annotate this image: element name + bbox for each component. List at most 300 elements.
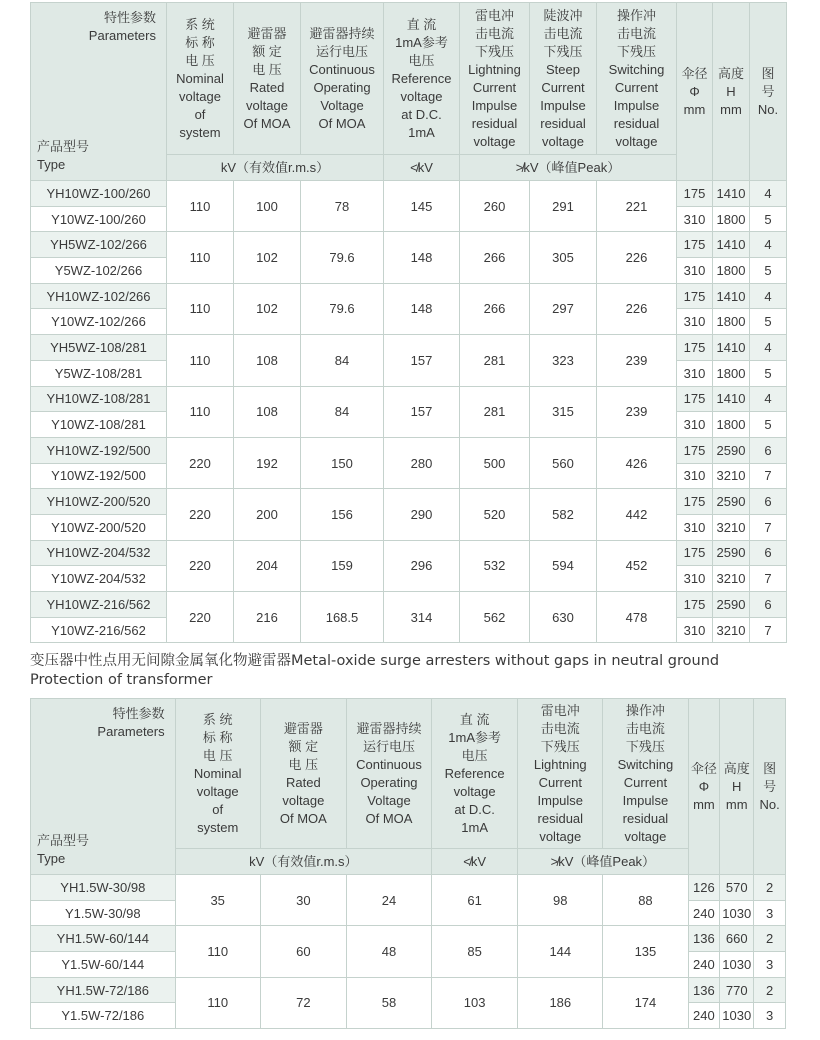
value-cell: 102	[234, 232, 301, 283]
value-cell: 291	[530, 181, 597, 232]
unit-kv-min: ≮kV	[432, 849, 518, 875]
header-line: 1mA	[461, 819, 488, 835]
value-cell: 315	[530, 386, 597, 437]
value-cell: 168.5	[301, 592, 384, 643]
model-cell: Y10WZ-216/562	[31, 617, 167, 643]
header-line: Switching	[617, 756, 674, 772]
header-reference	[432, 699, 518, 849]
dimension-cell: 1800	[713, 258, 750, 284]
header-line: 电 压	[202, 747, 233, 763]
parameters-en: Parameters	[97, 724, 165, 739]
model-cell: YH1.5W-60/144	[31, 926, 176, 952]
table-row	[31, 283, 787, 309]
value-cell: 266	[460, 232, 530, 283]
value-cell: 296	[384, 540, 460, 591]
value-cell: 500	[460, 437, 530, 488]
value-cell: 110	[167, 181, 234, 232]
header-line: Nominal	[193, 765, 242, 781]
header-line: voltage	[282, 792, 325, 808]
dimension-cell: 310	[677, 617, 713, 643]
dimension-cell: 2	[754, 875, 786, 901]
model-cell: Y5WZ-102/266	[31, 258, 167, 284]
dimension-cell: 4	[750, 283, 787, 309]
type-en: Type	[37, 851, 66, 866]
value-cell: 594	[530, 540, 597, 591]
header-line: Of MOA	[243, 115, 291, 131]
header-reference	[384, 3, 460, 155]
value-cell: 61	[432, 875, 518, 926]
value-cell: 108	[234, 386, 301, 437]
header-line: 直 流	[459, 711, 490, 727]
dimension-cell: 175	[677, 283, 713, 309]
value-cell: 220	[167, 592, 234, 643]
dimension-cell: 1030	[720, 900, 754, 926]
dimension-cell: 4	[750, 386, 787, 412]
dimension-cell: 136	[688, 926, 720, 952]
value-cell: 108	[234, 335, 301, 386]
model-cell: Y10WZ-192/500	[31, 463, 167, 489]
dimension-cell: 310	[677, 360, 713, 386]
value-cell: 562	[460, 592, 530, 643]
table-row	[31, 232, 787, 258]
type-label	[37, 138, 89, 174]
header-line: system	[179, 124, 221, 140]
header-line: 下残压	[616, 43, 656, 59]
dimension-cell: 240	[688, 952, 720, 978]
value-cell: 520	[460, 489, 530, 540]
value-cell: 72	[260, 977, 346, 1028]
header-line: 号	[761, 83, 775, 99]
model-cell: YH5WZ-102/266	[31, 232, 167, 258]
header-line: 直 流	[406, 16, 437, 32]
header-line: Impulse	[540, 97, 586, 113]
dimension-cell: 4	[750, 181, 787, 207]
model-cell: Y10WZ-204/532	[31, 566, 167, 592]
dimension-cell: 4	[750, 335, 787, 361]
value-cell: 280	[384, 437, 460, 488]
header-lightning	[460, 3, 530, 155]
value-cell: 532	[460, 540, 530, 591]
header-line: voltage	[539, 828, 582, 844]
type-cn: 产品型号	[37, 833, 90, 848]
value-cell: 150	[301, 437, 384, 488]
header-line: 高度	[717, 65, 744, 81]
parameters-cn: 特性参数	[112, 706, 165, 721]
header-line: Of MOA	[279, 810, 327, 826]
header-line: voltage	[179, 88, 221, 104]
dimension-cell: 310	[677, 463, 713, 489]
header-line: 陡波冲	[543, 7, 583, 23]
header-line: 避雷器持续	[356, 720, 422, 736]
value-cell: 582	[530, 489, 597, 540]
header-line: 雷电冲	[474, 7, 514, 23]
dimension-cell: 175	[677, 335, 713, 361]
header-line: 避雷器持续	[309, 25, 375, 41]
header-line: Operating	[313, 79, 371, 95]
spec-table-1	[30, 2, 787, 643]
table-row	[31, 540, 787, 566]
header-line: 击电流	[616, 25, 656, 41]
header-continuous	[301, 3, 384, 155]
value-cell: 281	[460, 386, 530, 437]
dimension-cell: 175	[677, 232, 713, 258]
header-line: 击电流	[474, 25, 514, 41]
value-cell: 58	[346, 977, 431, 1028]
value-cell: 24	[346, 875, 431, 926]
model-cell: YH10WZ-192/500	[31, 437, 167, 463]
header-line: 图	[763, 760, 777, 776]
dimension-cell: 3210	[713, 463, 750, 489]
dimension-cell: 2590	[713, 489, 750, 515]
value-cell: 186	[518, 977, 603, 1028]
header-line: 1mA参考	[448, 729, 501, 745]
header-line: 运行电压	[315, 43, 368, 59]
header-line: Lightning	[468, 61, 521, 77]
header-line: 电 压	[288, 756, 319, 772]
dimension-cell: 3210	[713, 566, 750, 592]
header-line: Voltage	[367, 792, 411, 808]
header-line: voltage	[246, 97, 288, 113]
header-line: Steep	[546, 61, 580, 77]
header-line: 伞径	[681, 65, 708, 81]
dimension-cell: 1410	[713, 283, 750, 309]
dimension-cell: 1410	[713, 181, 750, 207]
header-line: Current	[614, 79, 659, 95]
dimension-cell: 7	[750, 463, 787, 489]
value-cell: 478	[597, 592, 677, 643]
dimension-cell: 3210	[713, 617, 750, 643]
header-line: 击电流	[543, 25, 583, 41]
table-row	[31, 437, 787, 463]
header-line: 操作冲	[625, 702, 665, 718]
header-line: 电压	[408, 52, 435, 68]
unit-rms: kV（有效值r.m.s）	[175, 849, 431, 875]
header-line: mm	[725, 796, 748, 812]
spec-table-2	[30, 698, 786, 1029]
table-row	[31, 181, 787, 207]
value-cell: 226	[597, 232, 677, 283]
value-cell: 156	[301, 489, 384, 540]
dimension-cell: 6	[750, 592, 787, 618]
dimension-cell: 175	[677, 437, 713, 463]
dimension-cell: 1410	[713, 232, 750, 258]
header-line: 额 定	[288, 738, 319, 754]
header-line: Reference	[444, 765, 505, 781]
value-cell: 426	[597, 437, 677, 488]
value-cell: 297	[530, 283, 597, 334]
header-line: H	[732, 778, 742, 794]
value-cell: 30	[260, 875, 346, 926]
value-cell: 148	[384, 232, 460, 283]
header-line: 操作冲	[616, 7, 656, 23]
header-line: 下残压	[543, 43, 583, 59]
header-line: mm	[720, 101, 742, 117]
header-line: Lightning	[533, 756, 587, 772]
header-line: at D.C.	[454, 801, 495, 817]
model-cell: YH10WZ-108/281	[31, 386, 167, 412]
value-cell: 221	[597, 181, 677, 232]
header-line: 图	[761, 65, 775, 81]
header-line: 击电流	[540, 720, 580, 736]
value-cell: 159	[301, 540, 384, 591]
value-cell: 200	[234, 489, 301, 540]
dimension-cell: 5	[750, 258, 787, 284]
value-cell: 239	[597, 386, 677, 437]
value-cell: 60	[260, 926, 346, 977]
header-line: Φ	[689, 83, 700, 99]
header-line: 避雷器	[283, 720, 323, 736]
dimension-cell: 310	[677, 514, 713, 540]
header-line: residual	[540, 115, 586, 131]
header-line: 伞径	[690, 760, 717, 776]
value-cell: 204	[234, 540, 301, 591]
dimension-cell: 4	[750, 232, 787, 258]
type-cn: 产品型号	[37, 139, 90, 154]
dimension-cell: 175	[677, 386, 713, 412]
dimension-cell: 3210	[713, 514, 750, 540]
model-cell: YH5WZ-108/281	[31, 335, 167, 361]
model-cell: YH10WZ-102/266	[31, 283, 167, 309]
dimension-cell: 770	[720, 977, 754, 1003]
header-line: voltage	[542, 133, 584, 149]
value-cell: 148	[384, 283, 460, 334]
value-cell: 174	[603, 977, 688, 1028]
header-parameters-type	[31, 3, 167, 181]
value-cell: 157	[384, 386, 460, 437]
dimension-cell: 310	[677, 566, 713, 592]
header-line: H	[726, 83, 736, 99]
header-figno	[754, 699, 786, 875]
header-line: system	[197, 819, 239, 835]
parameters-label	[97, 705, 164, 741]
table-row	[31, 386, 787, 412]
dimension-cell: 5	[750, 360, 787, 386]
parameters-cn: 特性参数	[103, 10, 156, 25]
table-row	[31, 489, 787, 515]
header-line: voltage	[400, 88, 443, 104]
header-lightning	[518, 699, 603, 849]
model-cell: Y5WZ-108/281	[31, 360, 167, 386]
dimension-cell: 1800	[713, 360, 750, 386]
model-cell: YH10WZ-204/532	[31, 540, 167, 566]
value-cell: 110	[167, 335, 234, 386]
value-cell: 560	[530, 437, 597, 488]
header-line: mm	[693, 796, 715, 812]
unit-rms: kV（有效值r.m.s）	[167, 155, 384, 181]
value-cell: 79.6	[301, 232, 384, 283]
dimension-cell: 175	[677, 592, 713, 618]
header-line: Continuous	[309, 61, 375, 77]
value-cell: 260	[460, 181, 530, 232]
value-cell: 144	[518, 926, 603, 977]
dimension-cell: 1800	[713, 412, 750, 438]
header-line: 额 定	[252, 43, 282, 59]
header-line: Rated	[285, 774, 321, 790]
header-line: Impulse	[471, 97, 518, 113]
header-line: 电 压	[252, 61, 282, 77]
dimension-cell: 1410	[713, 335, 750, 361]
header-line: 号	[763, 778, 777, 794]
unit-peak: ≯kV（峰值Peak）	[518, 849, 688, 875]
header-switching	[597, 3, 677, 155]
table-row	[31, 926, 786, 952]
dimension-cell: 175	[677, 489, 713, 515]
model-cell: Y10WZ-108/281	[31, 412, 167, 438]
header-line: of	[212, 801, 224, 817]
dimension-cell: 2	[754, 926, 786, 952]
dimension-cell: 310	[677, 412, 713, 438]
value-cell: 88	[603, 875, 688, 926]
header-system	[175, 699, 260, 849]
value-cell: 102	[234, 283, 301, 334]
header-line: 电压	[461, 747, 488, 763]
table-row	[31, 335, 787, 361]
dimension-cell: 6	[750, 540, 787, 566]
model-cell: YH10WZ-100/260	[31, 181, 167, 207]
dimension-cell: 6	[750, 489, 787, 515]
value-cell: 157	[384, 335, 460, 386]
header-switching	[603, 699, 688, 849]
model-cell: Y10WZ-100/260	[31, 206, 167, 232]
unit-kv-min: ≮kV	[384, 155, 460, 181]
table-row	[31, 592, 787, 618]
dimension-cell: 7	[750, 514, 787, 540]
header-continuous	[346, 699, 431, 849]
value-cell: 305	[530, 232, 597, 283]
dimension-cell: 570	[720, 875, 754, 901]
header-line: 下残压	[474, 43, 514, 59]
model-cell: Y1.5W-60/144	[31, 952, 176, 978]
dimension-cell: 5	[750, 412, 787, 438]
header-diameter	[688, 699, 720, 875]
dimension-cell: 1030	[720, 1003, 754, 1029]
header-line: 1mA参考	[395, 34, 448, 50]
dimension-cell: 6	[750, 437, 787, 463]
header-line: Nominal	[176, 70, 224, 86]
header-line: 1mA	[408, 124, 435, 140]
header-line: Φ	[698, 778, 710, 794]
header-line: voltage	[615, 133, 658, 149]
type-en: Type	[37, 157, 66, 172]
header-diameter	[677, 3, 713, 181]
header-line: voltage	[473, 133, 516, 149]
dimension-cell: 175	[677, 540, 713, 566]
header-line: residual	[537, 810, 584, 826]
table-row	[31, 875, 786, 901]
header-figno	[750, 3, 787, 181]
header-rated	[234, 3, 301, 155]
dimension-cell: 1800	[713, 309, 750, 335]
value-cell: 110	[167, 283, 234, 334]
header-line: Impulse	[622, 792, 669, 808]
dimension-cell: 240	[688, 1003, 720, 1029]
header-line: at D.C.	[401, 106, 442, 122]
dimension-cell: 2590	[713, 592, 750, 618]
value-cell: 103	[432, 977, 518, 1028]
value-cell: 266	[460, 283, 530, 334]
dimension-cell: 2590	[713, 437, 750, 463]
header-line: Of MOA	[365, 810, 413, 826]
parameters-en: Parameters	[88, 28, 156, 43]
header-line: of	[194, 106, 206, 122]
value-cell: 48	[346, 926, 431, 977]
type-label	[37, 832, 89, 868]
value-cell: 110	[175, 977, 260, 1028]
table-row	[31, 977, 786, 1003]
value-cell: 84	[301, 386, 384, 437]
unit-peak: ≯kV（峰值Peak）	[460, 155, 677, 181]
model-cell: YH1.5W-72/186	[31, 977, 176, 1003]
dimension-cell: 5	[750, 206, 787, 232]
header-line: Voltage	[320, 97, 364, 113]
value-cell: 145	[384, 181, 460, 232]
model-cell: Y1.5W-72/186	[31, 1003, 176, 1029]
value-cell: 110	[175, 926, 260, 977]
header-line: Reference	[391, 70, 452, 86]
header-line: residual	[622, 810, 669, 826]
model-cell: YH1.5W-30/98	[31, 875, 176, 901]
dimension-cell: 2	[754, 977, 786, 1003]
header-line: Impulse	[537, 792, 584, 808]
dimension-cell: 2590	[713, 540, 750, 566]
model-cell: Y10WZ-102/266	[31, 309, 167, 335]
header-system	[167, 3, 234, 155]
value-cell: 220	[167, 489, 234, 540]
value-cell: 220	[167, 437, 234, 488]
value-cell: 226	[597, 283, 677, 334]
header-rated	[260, 699, 346, 849]
header-line: voltage	[453, 783, 496, 799]
header-parameters-type	[31, 699, 176, 875]
value-cell: 35	[175, 875, 260, 926]
header-row	[31, 3, 787, 155]
header-line: 系 统	[185, 16, 215, 32]
value-cell: 78	[301, 181, 384, 232]
header-line: Switching	[608, 61, 665, 77]
value-cell: 135	[603, 926, 688, 977]
value-cell: 216	[234, 592, 301, 643]
header-line: 高度	[723, 760, 750, 776]
dimension-cell: 5	[750, 309, 787, 335]
header-line: Current	[472, 79, 517, 95]
value-cell: 220	[167, 540, 234, 591]
header-height	[720, 699, 754, 875]
parameters-label	[89, 9, 156, 45]
model-cell: Y10WZ-200/520	[31, 514, 167, 540]
header-line: Current	[541, 79, 585, 95]
value-cell: 630	[530, 592, 597, 643]
dimension-cell: 310	[677, 258, 713, 284]
value-cell: 452	[597, 540, 677, 591]
value-cell: 314	[384, 592, 460, 643]
value-cell: 110	[167, 386, 234, 437]
header-row	[31, 699, 786, 849]
header-line: No.	[759, 796, 780, 812]
value-cell: 85	[432, 926, 518, 977]
dimension-cell: 1410	[713, 386, 750, 412]
dimension-cell: 7	[750, 566, 787, 592]
value-cell: 84	[301, 335, 384, 386]
dimension-cell: 310	[677, 206, 713, 232]
header-line: Operating	[360, 774, 418, 790]
value-cell: 323	[530, 335, 597, 386]
dimension-cell: 3	[754, 1003, 786, 1029]
header-line: residual	[613, 115, 660, 131]
table-2-caption: 变压器中性点用无间隙金属氧化物避雷器Metal-oxide surge arresters without gaps in neutral ground Protection of transformer	[30, 653, 720, 688]
header-line: 击电流	[625, 720, 665, 736]
dimension-cell: 1030	[720, 952, 754, 978]
dimension-cell: 240	[688, 900, 720, 926]
